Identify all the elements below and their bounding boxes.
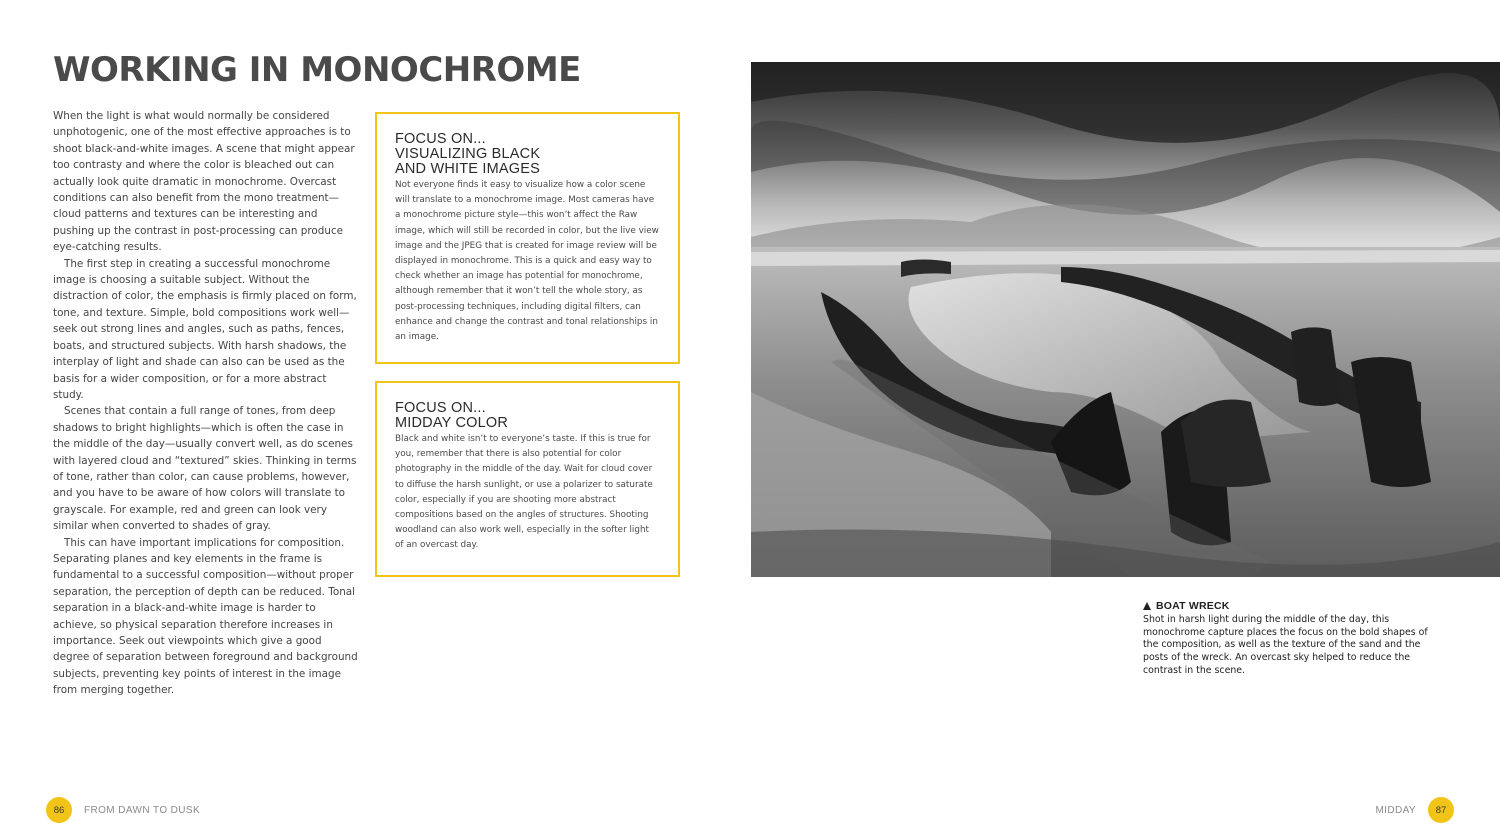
page-number-left: 86 <box>46 797 72 823</box>
body-paragraph: The first step in creating a successful monochrome image is choosing a suitable subject. Without the distraction of color, the emphasis is firmly placed on form, tone, and texture. Simple, bold compositions work well—seek out strong lines and angles, such as paths, fences, boats, and structured subjects. With harsh shadows, the interplay of light and shade can also can be used as the basis for a wider composition, or for a more abstract study. <box>53 257 357 401</box>
section-title-left: FROM DAWN TO DUSK <box>84 804 201 816</box>
focus-box-text: Black and white isn’t to everyone’s taste. If this is true for you, remember that there is also potential for color photography in the middle of the day. Wait for cloud cover to diffuse the harsh sunlight, or use a polarizer to saturate color, especially if you are shooting more abstract compositions based on the angles of structures. Shooting woodland can also work well, especially in the softer light of an overcast day. <box>395 434 653 551</box>
photo-caption <box>1143 600 1443 678</box>
focus-box-midday-color <box>375 381 680 577</box>
focus-box-text: Not everyone finds it easy to visualize how a color scene will translate to a monochrome image. Most cameras have a monochrome picture style—this won’t affect the Raw image, which will still be recorded in color, but the live view image and the JPEG that is created for image review will be displayed in monochrome. This is a quick and easy way to check whether an image has potential for monochrome, although remember that it won’t tell the whole story, as post-processing techniques, including digital filters, can enhance and change the contrast and tonal relationships in an image. <box>395 180 659 343</box>
boat-wreck-photo <box>751 62 1500 577</box>
body-text <box>53 108 358 699</box>
footer-left <box>46 797 200 823</box>
body-paragraph: Scenes that contain a full range of tones, from deep shadows to bright highlights—which is often the case in the middle of the day—usually convert well, as do scenes with layered cloud and “textured” skies. Thinking in terms of tone, rather than color, can cause problems, however, and you have to be aware of how colors will translate to grayscale. For example, red and green can look very similar when converted to shades of gray. <box>53 405 357 533</box>
section-title-right: MIDDAY <box>1375 804 1416 816</box>
caption-text: Shot in harsh light during the middle of the day, this monochrome capture places the focus on the bold shapes of the composition, as well as the texture of the sand and the posts of the wreck. An overcast sky helped to reduce the contrast in the scene. <box>1143 613 1428 676</box>
focus-heading-line: FOCUS ON... <box>395 131 486 147</box>
focus-box-heading <box>395 401 660 431</box>
caption-heading-text: BOAT WRECK <box>1156 600 1230 612</box>
focus-box-visualizing <box>375 112 680 364</box>
body-paragraph: This can have important implications for composition. Separating planes and key elements in the frame is fundamental to a successful composition—without proper separation, the perception of depth can be reduced. Tonal separation in a black-and-white image is harder to achieve, so physical separation therefore increases in importance. Seek out viewpoints which give a good degree of separation between foreground and background subjects, preventing key points of interest in the image from merging together. <box>53 536 358 697</box>
focus-heading-line: MIDDAY COLOR <box>395 415 509 431</box>
body-paragraph: When the light is what would normally be considered unphotogenic, one of the most effective approaches is to shoot black-and-white images. A scene that might appear too contrasty and where the color is bleached out can actually look quite dramatic in monochrome. Overcast conditions can also benefit from the mono treatment—cloud patterns and textures can be interesting and pushing up the contrast in post-processing can produce eye-catching results. <box>53 110 355 254</box>
page-title: WORKING IN MONOCHROME <box>53 50 581 90</box>
caption-heading <box>1143 600 1443 613</box>
triangle-up-icon <box>1143 602 1151 610</box>
focus-heading-line: AND WHITE IMAGES <box>395 161 540 177</box>
focus-heading-line: FOCUS ON... <box>395 400 486 416</box>
focus-box-heading <box>395 132 660 177</box>
page-number-right: 87 <box>1428 797 1454 823</box>
footer-right <box>1375 797 1454 823</box>
focus-heading-line: VISUALIZING BLACK <box>395 146 541 162</box>
